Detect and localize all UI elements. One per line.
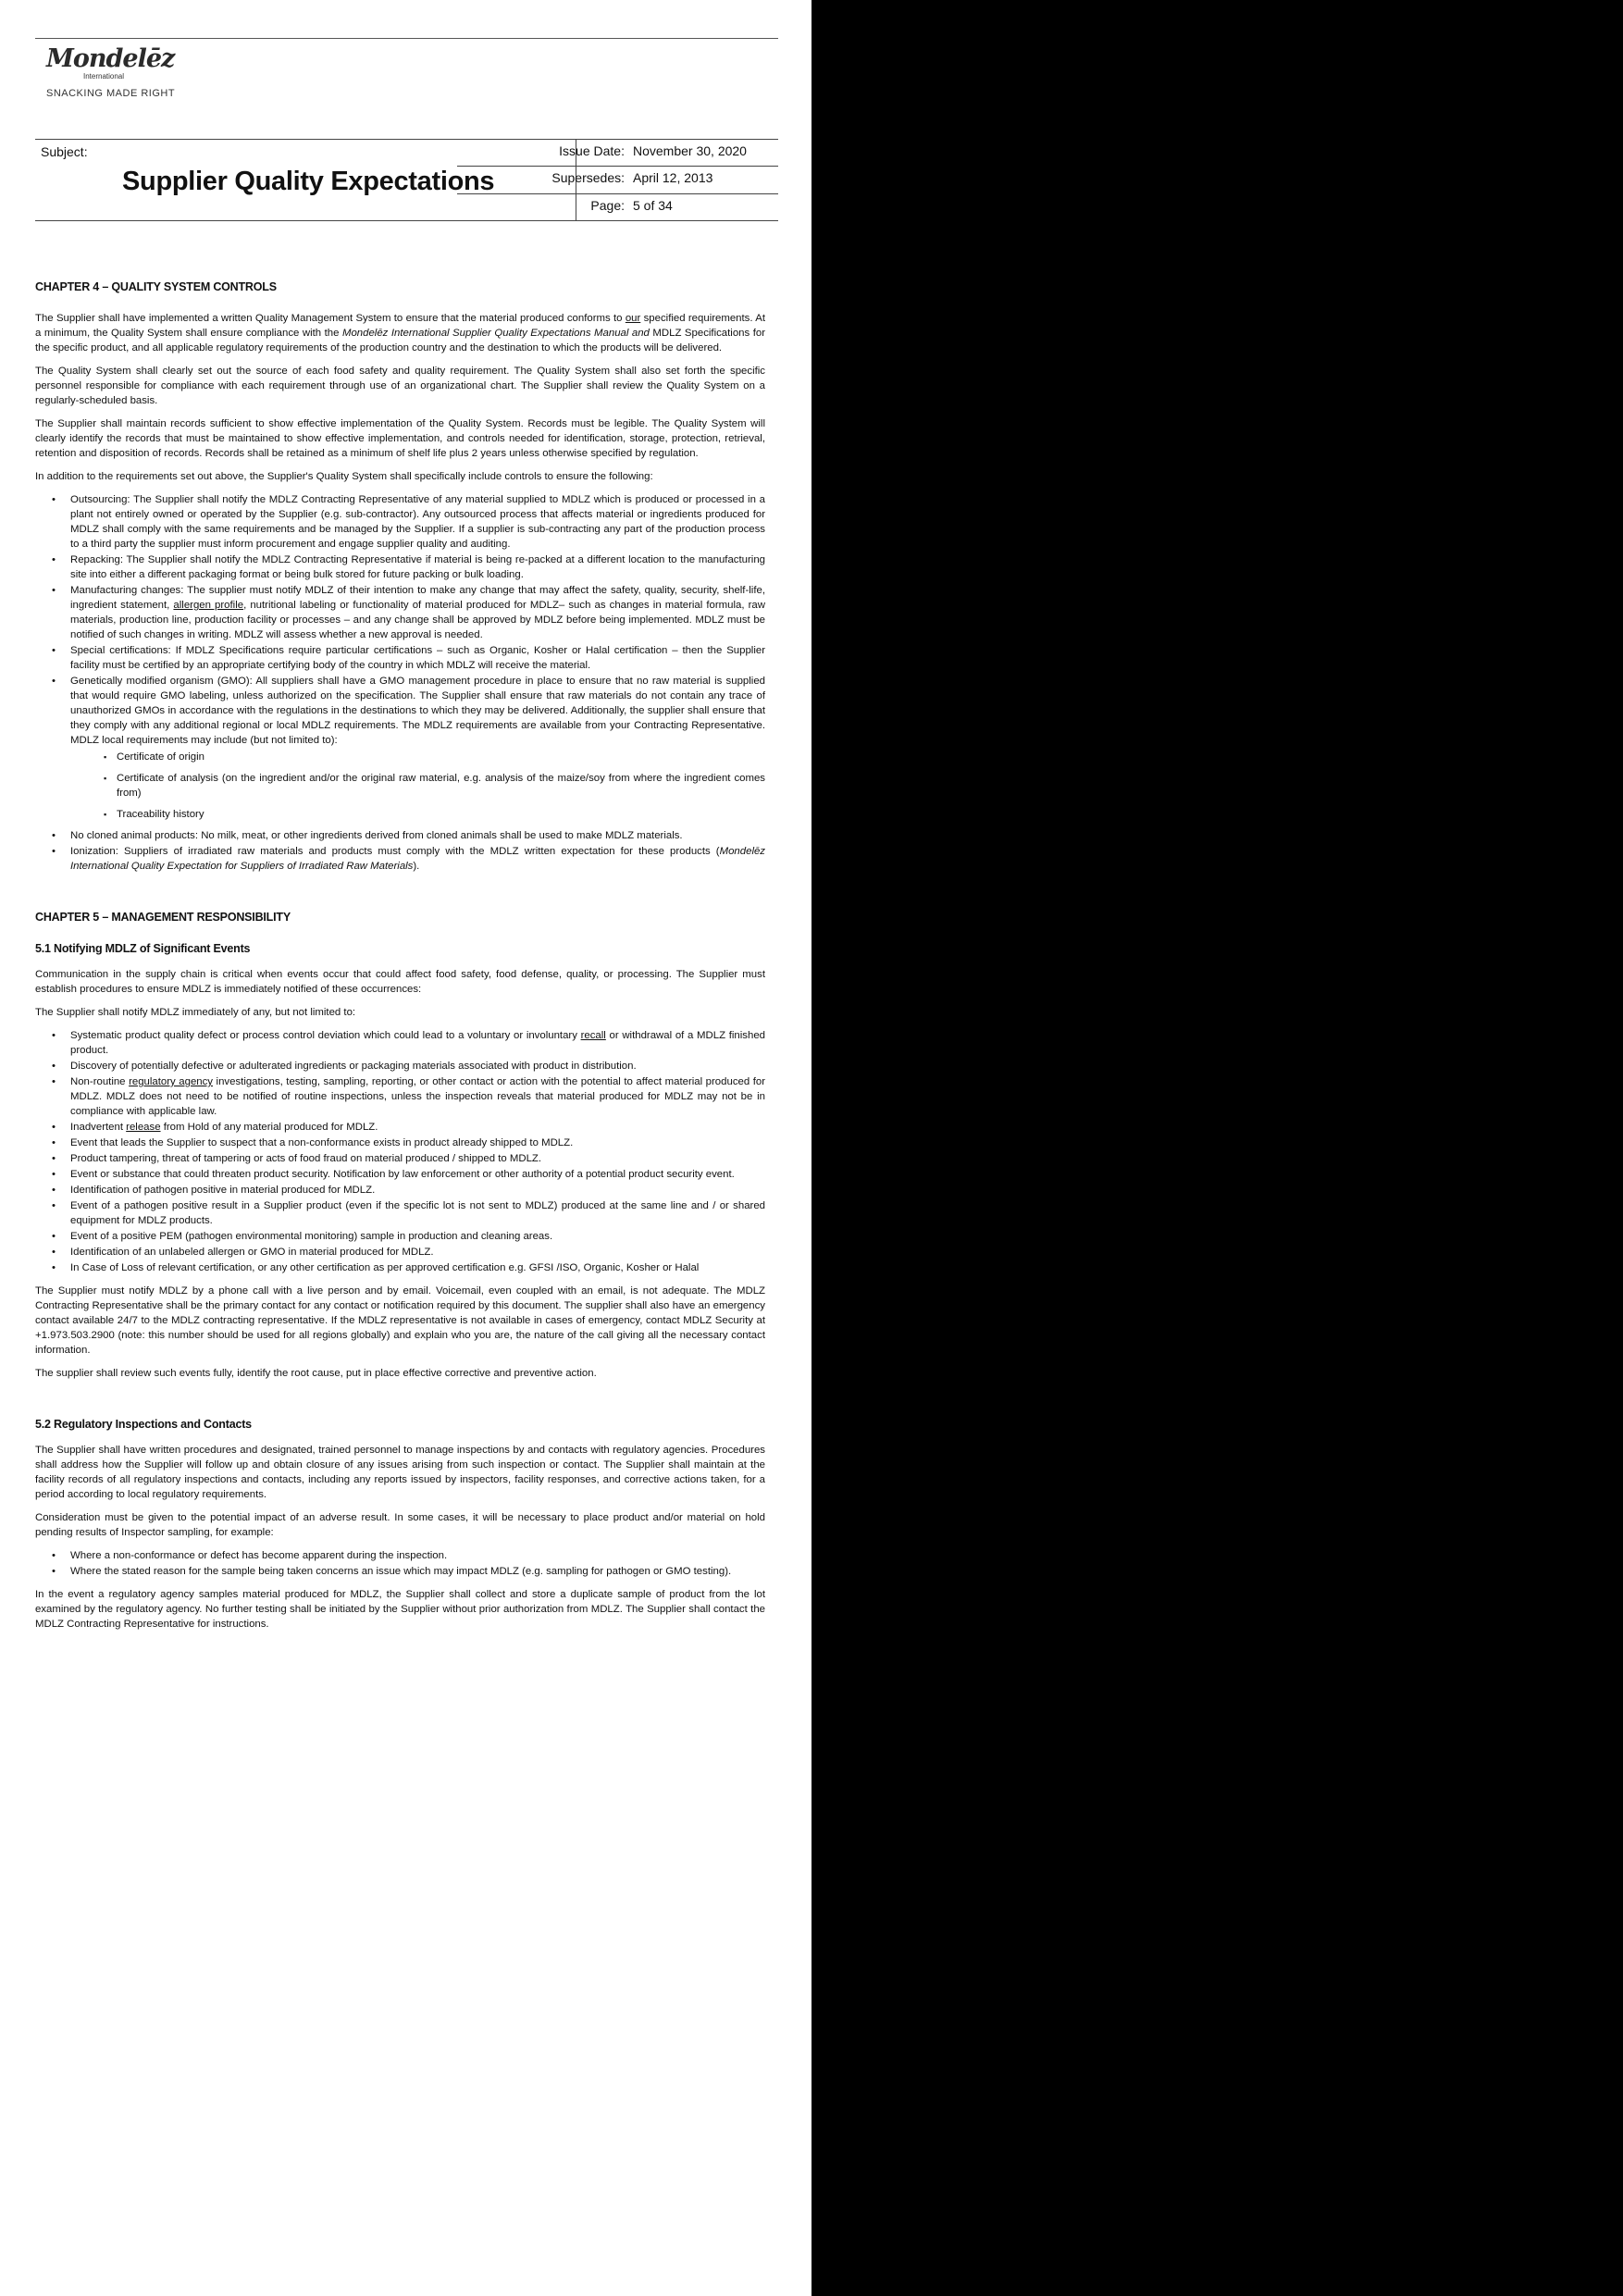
logo-wordmark: Mondelēz xyxy=(46,44,175,73)
list-item: • Discovery of potentially defective or adulterated ingredients or packaging materials associated with product in distribution. xyxy=(70,1059,765,1074)
paragraph: Communication in the supply chain is critical when events occur that could affect food safety, food defense, quality, or processing. The Supplier must establish procedures to ensure MDLZ is immediately notified of these occurrences: xyxy=(35,969,765,995)
list-item: • Event or substance that could threaten product security. Notification by law enforcement or other authority of a potential product security event. xyxy=(70,1167,765,1182)
chapter-5-heading: CHAPTER 5 – MANAGEMENT RESPONSIBILITY xyxy=(35,911,291,924)
paragraph: The Quality System shall clearly set out the source of each food safety and quality requirement. The Quality System shall also set forth the specific personnel responsible for compliance with each requirement through use of an organizational chart. The Supplier shall review the Quality System on a regularly-scheduled basis. xyxy=(35,366,765,406)
subject-label: Subject: xyxy=(41,144,88,159)
page-label: Page: xyxy=(590,198,625,213)
company-logo xyxy=(46,46,175,99)
supersedes-label: Supersedes: xyxy=(551,170,625,185)
page-number: 5 of 34 xyxy=(633,198,673,213)
regulatory-agency-link[interactable]: regulatory agency xyxy=(129,1076,214,1087)
sub-list-item: ▪ Certificate of origin xyxy=(117,750,765,764)
list-item: • Manufacturing changes: The supplier must notify MDLZ of their intention to make any change that may affect the safety, quality, security, shelf-life, ingredient statement, allergen profile, nutritional labeling or functionality of material produced for MDLZ– such as changes in material formula, raw materials, production line, production facility or processes – and any change shall be approved by MDLZ before being implemented. MDLZ must be notified of such changes in writing. MDLZ will assess whether a new approval is needed. xyxy=(70,583,765,642)
document-title: Supplier Quality Expectations xyxy=(122,167,495,196)
top-rule xyxy=(35,38,778,39)
recall-link[interactable]: recall xyxy=(580,1030,606,1041)
supersedes-value: April 12, 2013 xyxy=(633,170,713,185)
release-link[interactable]: release xyxy=(126,1122,161,1133)
sub-list-item: ▪ Traceability history xyxy=(117,807,765,822)
list-item: • Outsourcing: The Supplier shall notify the MDLZ Contracting Representative of any material supplied to MDLZ which is produced or processed in a plant not entirely owned or operated by the Supplier (e.g. sub-contractor). Any outsourced process that affects material or ingredients produced for MDLZ shall comply with the same requirements and be managed by the Supplier. If a supplier is sub-contracting any part of the production process to a third party the supplier must inform procurement and engage supplier quality and auditing. xyxy=(70,492,765,552)
controls-list xyxy=(35,492,765,874)
list-item: • Event of a pathogen positive result in a Supplier product (even if the specific lot is not sent to MDLZ) produced at the same line and / or shared equipment for MDLZ products. xyxy=(70,1198,765,1228)
section-5-2-heading: 5.2 Regulatory Inspections and Contacts xyxy=(35,1418,252,1431)
list-item: • Where a non-conformance or defect has become apparent during the inspection. xyxy=(70,1548,765,1563)
paragraph: The Supplier shall have implemented a written Quality Management System to ensure that the material produced conforms to our specified requirements. At a minimum, the Quality System shall ensure compliance with the Mondelēz International Supplier Quality Expectations Manual and MDLZ Specifications for the specific product, and all applicable regulatory requirements of the production country and the destination to which the products will be delivered. xyxy=(35,313,765,354)
document-body xyxy=(35,279,765,1640)
paragraph: Consideration must be given to the potential impact of an adverse result. In some cases, it will be necessary to place product and/or material on hold pending results of Inspector sampling, for example: xyxy=(35,1512,765,1538)
inspection-list xyxy=(35,1548,765,1579)
sub-list-item: ▪ Certificate of analysis (on the ingredient and/or the original raw material, e.g. analysis of the maize/soy from where the ingredient comes from) xyxy=(117,771,765,800)
page-row xyxy=(457,193,778,220)
paragraph: The Supplier must notify MDLZ by a phone call with a live person and by email. Voicemail, even coupled with an email, is not adequate. The MDLZ Contracting Representative shall be the primary contact for any contact or notification required by this document. The supplier shall also have an emergency contact available 24/7 to the MDLZ contracting representative. If the MDLZ representative is not available in cases of emergency, contact MDLZ Security at +1.973.503.2900 (note: this number should be used for all regions globally) and explain who you are, the nature of the call giving all the necessary contact information. xyxy=(35,1285,765,1356)
list-item: • Where the stated reason for the sample being taken concerns an issue which may impact MDLZ (e.g. sampling for pathogen or GMO testing). xyxy=(70,1564,765,1579)
supersedes-row xyxy=(457,166,778,192)
list-item: • No cloned animal products: No milk, meat, or other ingredients derived from cloned animals shall be used to make MDLZ materials. xyxy=(70,828,765,843)
gmo-sublist xyxy=(70,750,765,822)
list-item: • Identification of pathogen positive in material produced for MDLZ. xyxy=(70,1183,765,1198)
allergen-profile-link[interactable]: allergen profile xyxy=(173,600,244,611)
list-item: • Inadvertent release from Hold of any material produced for MDLZ. xyxy=(70,1120,765,1135)
issue-date-label: Issue Date: xyxy=(559,143,625,158)
list-item: • Genetically modified organism (GMO): All suppliers shall have a GMO management procedure in place to ensure that no raw material is supplied that would require GMO labeling, unless authorized on the specification. The Supplier shall ensure that raw materials do not contain any trace of unauthorized GMOs in accordance with the regulations in the destinations to which they may be delivered. Additionally, the supplier shall ensure that they comply with any additional regional or local MDLZ requirements. The MDLZ requirements are available from your Contracting Representative. MDLZ local requirements may include (but not limited to): ▪ Certificate of origin ▪ Certificate of analysis (on the ingredient and/or the original raw material, e.g. analysis of the maize/soy from where the ingredient comes from) ▪ Traceability history xyxy=(70,674,765,822)
chapter-4-heading: CHAPTER 4 – QUALITY SYSTEM CONTROLS xyxy=(35,280,277,293)
list-item: • Non-routine regulatory agency investigations, testing, sampling, reporting, or other contact or action with the potential to affect material produced for MDLZ. MDLZ does not need to be notified of routine inspections, unless the inspection reveals that material produced for MDLZ may not be in compliance with applicable law. xyxy=(70,1074,765,1119)
section-5-1-heading: 5.1 Notifying MDLZ of Significant Events xyxy=(35,942,251,955)
paragraph: In the event a regulatory agency samples material produced for MDLZ, the Supplier shall collect and store a duplicate sample of product from the lot examined by the regulatory agency. No further testing shall be initiated by the Supplier without prior authorization from MDLZ. The Supplier shall contact the MDLZ Contracting Representative for instructions. xyxy=(35,1589,765,1630)
issue-date-value: November 30, 2020 xyxy=(633,143,747,158)
list-item: • Event of a positive PEM (pathogen environmental monitoring) sample in production and cleaning areas. xyxy=(70,1229,765,1244)
issue-date-row xyxy=(457,139,778,166)
list-item: • In Case of Loss of relevant certification, or any other certification as per approved certification e.g. GFSI /ISO, Organic, Kosher or Halal xyxy=(70,1260,765,1275)
paragraph: In addition to the requirements set out above, the Supplier's Quality System shall specifically include controls to ensure the following: xyxy=(35,471,653,482)
paragraph: The supplier shall review such events fully, identify the root cause, put in place effective corrective and preventive action. xyxy=(35,1368,597,1379)
paragraph: The Supplier shall maintain records sufficient to show effective implementation of the Quality System. Records must be legible. The Quality System will clearly identify the records that must be maintained to show effective implementation, and controls needed for identification, storage, protection, retrieval, retention and disposition of records. Records shall be retained as a minimum of shelf life plus 2 years unless otherwise specified by regulation. xyxy=(35,418,765,459)
logo-subtext: International xyxy=(83,72,125,81)
paragraph: The Supplier shall have written procedures and designated, trained personnel to manage inspections by and contacts with regulatory agencies. Procedures shall address how the Supplier will follow up and obtain closure of any issues arising from such inspection or contact. The Supplier shall maintain at the facility records of all regulatory inspections and contacts, including any reports issued by inspectors, facility responses, and corrective actions taken, for a period according to local regulatory requirements. xyxy=(35,1445,765,1500)
list-item: • Identification of an unlabeled allergen or GMO in material produced for MDLZ. xyxy=(70,1245,765,1260)
events-list xyxy=(35,1028,765,1275)
list-item: • Product tampering, threat of tampering or acts of food fraud on material produced / shipped to MDLZ. xyxy=(70,1151,765,1166)
list-item: • Systematic product quality defect or process control deviation which could lead to a voluntary or involuntary recall or withdrawal of a MDLZ finished product. xyxy=(70,1028,765,1058)
logo-tagline: SNACKING MADE RIGHT xyxy=(46,88,176,99)
document-header xyxy=(35,139,778,221)
list-item: • Ionization: Suppliers of irradiated raw materials and products must comply with the MDLZ written expectation for these products (Mondelēz International Quality Expectation for Suppliers of Irradiated Raw Materials). xyxy=(70,844,765,874)
list-item: • Event that leads the Supplier to suspect that a non-conformance exists in product already shipped to MDLZ. xyxy=(70,1136,765,1150)
list-item: • Repacking: The Supplier shall notify the MDLZ Contracting Representative if material is being re-packed at a different location to the manufacturing site into either a different packaging format or being bulk stored for future packing or bulk loading. xyxy=(70,552,765,582)
list-item: • Special certifications: If MDLZ Specifications require particular certifications – such as Organic, Kosher or Halal certification – then the Supplier facility must be certified by an appropriate certifying body of the country in which MDLZ will receive the material. xyxy=(70,643,765,673)
paragraph: The Supplier shall notify MDLZ immediately of any, but not limited to: xyxy=(35,1007,356,1018)
